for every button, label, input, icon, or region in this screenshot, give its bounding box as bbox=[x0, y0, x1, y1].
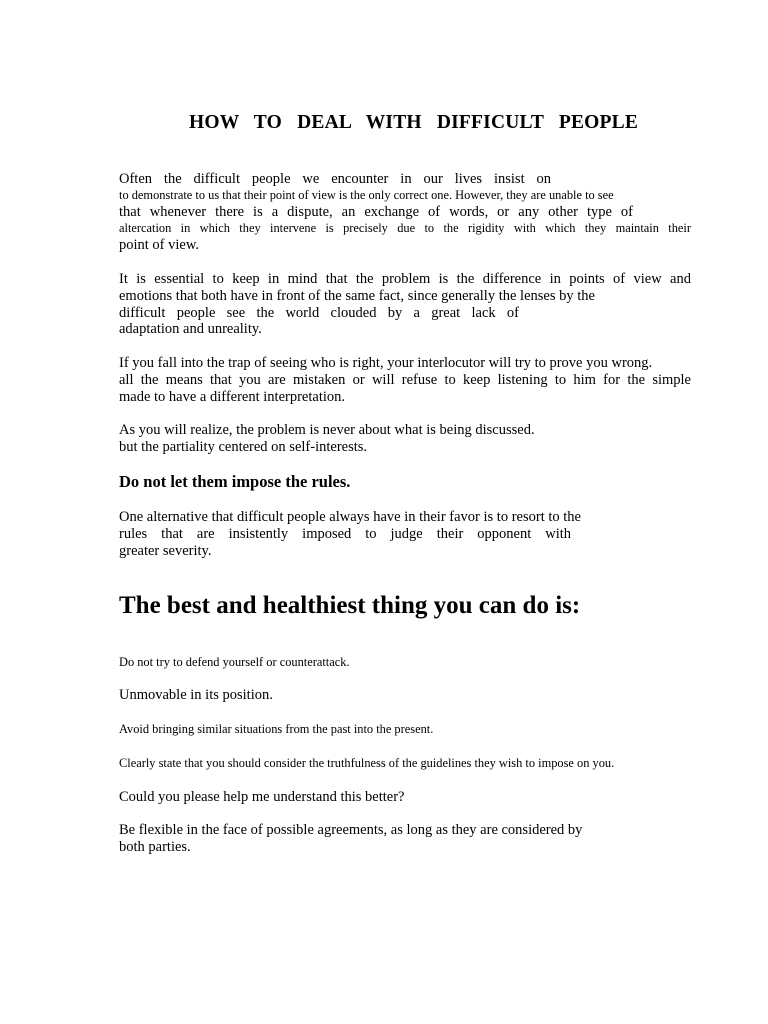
para2-line3: difficult people see the world clouded by a great lack of bbox=[119, 305, 519, 321]
para2-line2: emotions that both have in front of the same fact, since generally the lenses by the bbox=[119, 288, 595, 304]
para3-line2: all the means that you are mistaken or will refuse to keep listening to him for the simple bbox=[119, 372, 691, 388]
advice-item-5: Could you please help me understand this better? bbox=[119, 789, 405, 805]
para4-line1: As you will realize, the problem is never about what is being discussed. bbox=[119, 422, 535, 438]
para1-line3: that whenever there is a dispute, an exchange of words, or any other type of bbox=[119, 204, 633, 220]
advice-item-6-line1: Be flexible in the face of possible agreements, as long as they are considered by bbox=[119, 822, 583, 838]
para3-line3: made to have a different interpretation. bbox=[119, 389, 345, 405]
para5-line2: rules that are insistently imposed to judge their opponent with bbox=[119, 526, 571, 542]
section-heading-rules: Do not let them impose the rules. bbox=[119, 472, 351, 491]
advice-item-2: Unmovable in its position. bbox=[119, 687, 273, 703]
advice-item-3: Avoid bringing similar situations from the past into the present. bbox=[119, 722, 434, 736]
para5-line3: greater severity. bbox=[119, 543, 212, 559]
advice-item-6-line2: both parties. bbox=[119, 839, 191, 855]
para1-line2: to demonstrate to us that their point of view is the only correct one. However, they are unable to see bbox=[119, 188, 614, 202]
document-title: HOW TO DEAL WITH DIFFICULT PEOPLE bbox=[189, 112, 639, 133]
section-heading-best-thing: The best and healthiest thing you can do is: bbox=[119, 592, 581, 619]
para5-line1: One alternative that difficult people always have in their favor is to resort to the bbox=[119, 509, 581, 525]
advice-item-4: Clearly state that you should consider the truthfulness of the guidelines they wish to impose on you. bbox=[119, 756, 615, 770]
para1-line5: point of view. bbox=[119, 237, 200, 253]
para1-line1: Often the difficult people we encounter in our lives insist on bbox=[119, 171, 551, 187]
advice-item-1: Do not try to defend yourself or counterattack. bbox=[119, 655, 350, 669]
para3-line1: If you fall into the trap of seeing who is right, your interlocutor will try to prove you wrong. bbox=[119, 355, 653, 371]
para1-line4: altercation in which they intervene is precisely due to the rigidity with which they maintain their bbox=[119, 221, 691, 235]
para4-line2: but the partiality centered on self-interests. bbox=[119, 439, 368, 455]
para2-line4: adaptation and unreality. bbox=[119, 321, 262, 337]
para2-line1: It is essential to keep in mind that the problem is the difference in points of view and bbox=[119, 271, 691, 287]
